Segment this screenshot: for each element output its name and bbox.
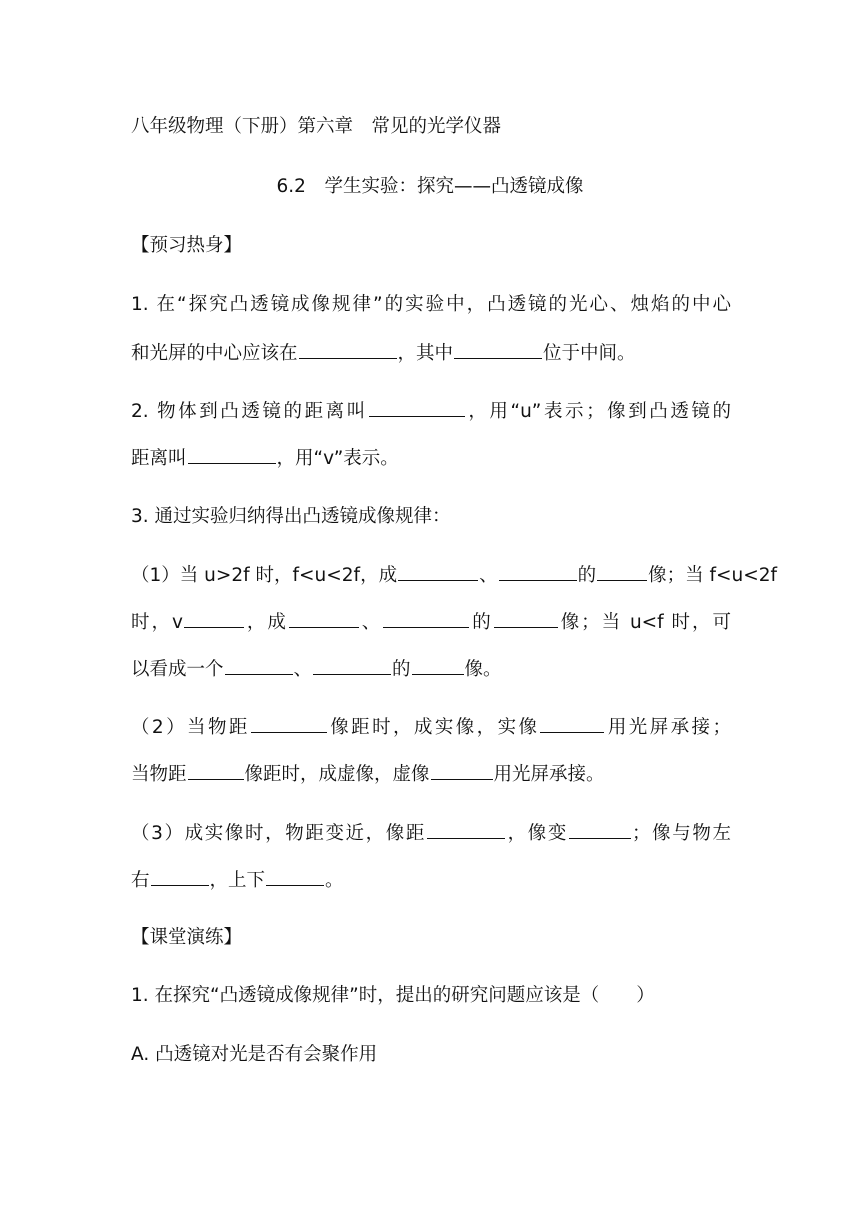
preview-q2-line1: 2. 物体到凸透镜的距离叫 ，用“u”表示；像到凸透镜的 [131, 398, 731, 425]
preview-p1-line2: 时，v ，成 、 的 像；当 u<f 时，可 [131, 609, 731, 636]
preview-p2-line2: 当物距 像距时，成虚像，虚像 用光屏承接。 [131, 761, 731, 788]
section-heading-practice: 【课堂演练】 [131, 927, 243, 948]
answer-blank[interactable] [184, 609, 244, 628]
answer-blank[interactable] [454, 340, 542, 359]
preview-q1-line2: 和光屏的中心应该在 ，其中 位于中间。 [131, 340, 731, 367]
preview-q3: 3. 通过实验归纳得出凸透镜成像规律： [131, 506, 451, 527]
answer-blank[interactable] [427, 820, 505, 839]
preview-q2-line2: 距离叫 ，用“v”表示。 [131, 445, 731, 472]
preview-p3-line1: （3）成实像时，物距变近，像距 ，像变 ；像与物左 [131, 820, 731, 847]
lesson-title: 6.2 学生实验：探究——凸透镜成像 [276, 176, 584, 197]
answer-blank[interactable] [499, 562, 577, 581]
section-heading-preview: 【预习热身】 [131, 235, 243, 256]
practice-q1-option-a[interactable]: A. 凸透镜对光是否有会聚作用 [131, 1044, 378, 1065]
preview-p2-line1: （2）当物距 像距时，成实像，实像 用光屏承接； [131, 714, 731, 741]
answer-blank[interactable] [289, 609, 359, 628]
answer-blank[interactable] [597, 562, 647, 581]
preview-p1-line3: 以看成一个 、 的 像。 [131, 656, 731, 683]
preview-p1-line1: （1）当 u>2f 时，f<u<2f，成 、 的 像；当 f<u<2f [131, 562, 731, 589]
answer-blank[interactable] [313, 656, 391, 675]
answer-blank[interactable] [540, 714, 604, 733]
answer-blank[interactable] [412, 656, 464, 675]
answer-blank[interactable] [494, 609, 558, 628]
answer-blank[interactable] [383, 609, 469, 628]
answer-blank[interactable] [251, 714, 327, 733]
answer-blank[interactable] [188, 761, 244, 780]
answer-blank[interactable] [188, 445, 276, 464]
answer-blank[interactable] [299, 340, 397, 359]
answer-blank[interactable] [431, 761, 493, 780]
book-title: 八年级物理（下册）第六章 常见的光学仪器 [131, 116, 502, 137]
preview-p3-line2: 右 ，上下 。 [131, 867, 731, 894]
answer-blank[interactable] [225, 656, 293, 675]
preview-q1-line1: 1. 在“探究凸透镜成像规律”的实验中，凸透镜的光心、烛焰的中心 [131, 294, 731, 315]
answer-blank[interactable] [266, 867, 324, 886]
practice-q1: 1. 在探究“凸透镜成像规律”时，提出的研究问题应该是（ ） [131, 985, 655, 1006]
answer-blank[interactable] [398, 562, 478, 581]
answer-blank[interactable] [151, 867, 209, 886]
answer-blank[interactable] [369, 398, 465, 417]
answer-blank[interactable] [569, 820, 631, 839]
